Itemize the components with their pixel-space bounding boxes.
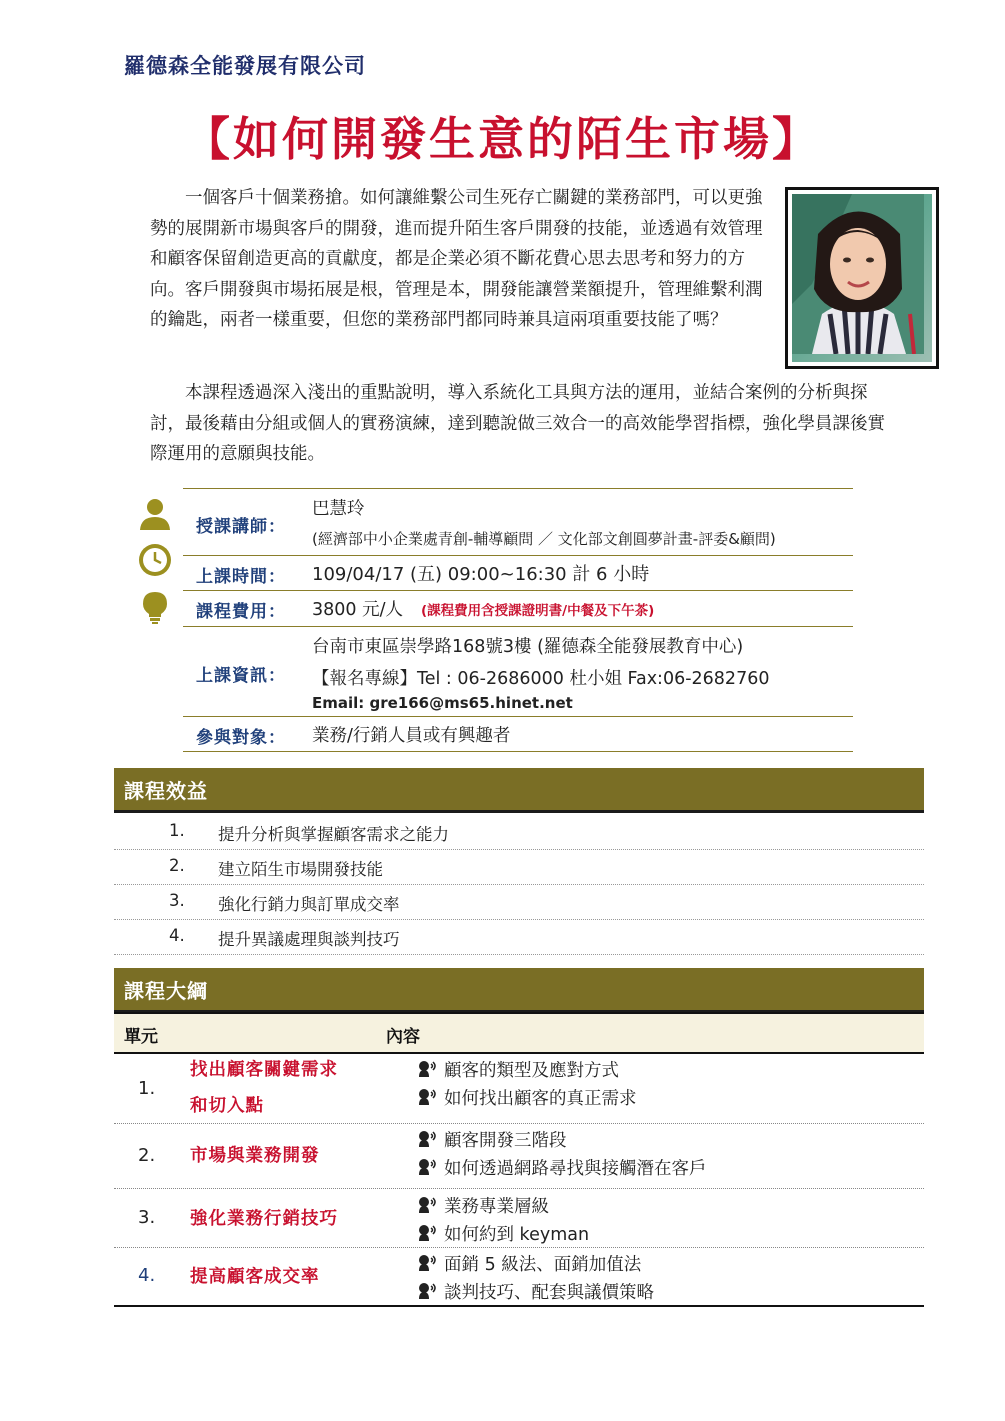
- info-divider: [183, 555, 853, 556]
- benefit-text: 提升分析與掌握顧客需求之能力: [218, 825, 449, 844]
- intro-paragraph-1: 一個客戶十個業務搶。如何讓維繫公司生死存亡關鍵的業務部門，可以更強勢的展開新市場與客戶的開發，進而提升陌生客戶開發的技能，並透過有效管理和顧客保留創造更高的貢獻度，都是企業必須不斷花費心思去思考和努力的方向。客戶開發與市場拓展是根，管理是本，開發能讓營業額提升，管理維繫利潤的鑰匙，兩者一樣重要，但您的業務部門都同時兼具這兩項重要技能了嗎？: [150, 188, 763, 330]
- person-icon: [137, 496, 173, 532]
- address-text: 台南市東區崇學路168號3樓 (羅德森全能發展教育中心): [312, 637, 744, 657]
- fee-label: 課程費用：: [196, 602, 286, 622]
- table-bottom-border: [114, 1305, 924, 1307]
- unit-name: 市場與業務開發: [190, 1146, 320, 1166]
- info-divider: [183, 488, 853, 489]
- unit-name-line2: 和切入點: [190, 1096, 264, 1116]
- unit-item: [418, 1085, 637, 1110]
- unit-item: [418, 1279, 654, 1304]
- unit-name: 強化業務行銷技巧: [190, 1209, 338, 1229]
- unit-item-text: 談判技巧、配套與議價策略: [444, 1283, 654, 1303]
- benefit-text: 建立陌生市場開發技能: [218, 860, 383, 879]
- unit-item-text: 業務專業層級: [444, 1197, 549, 1217]
- info-divider: [183, 590, 853, 591]
- unit-number: 1.: [138, 1078, 156, 1099]
- instructor-label: 授課講師：: [196, 517, 286, 537]
- instructor-photo: [785, 187, 939, 369]
- phone-text: 【報名專線】Tel : 06-2686000 杜小姐 Fax:06-2682760: [312, 669, 770, 689]
- info-divider: [183, 626, 853, 627]
- benefits-heading-bar: [114, 768, 924, 813]
- unit-item-text: 顧客開發三階段: [444, 1131, 567, 1151]
- table-row-divider: [114, 1247, 924, 1248]
- benefit-text: 提升異議處理與談判技巧: [218, 930, 400, 949]
- speaker-icon: [418, 1130, 438, 1148]
- company-name: 羅德森全能發展有限公司: [124, 54, 366, 78]
- unit-item: [418, 1221, 589, 1246]
- info-divider: [183, 751, 853, 752]
- speaker-icon: [418, 1224, 438, 1242]
- portrait-image: [792, 194, 924, 354]
- outline-heading-bar: [114, 968, 924, 1013]
- list-item: [114, 920, 924, 955]
- speaker-icon: [418, 1088, 438, 1106]
- speaker-icon: [418, 1060, 438, 1078]
- lightbulb-icon: [137, 589, 173, 625]
- benefit-text: 強化行銷力與訂單成交率: [218, 895, 400, 914]
- list-item: [114, 850, 924, 885]
- unit-name: 找出顧客關鍵需求: [190, 1060, 338, 1080]
- unit-item: [418, 1057, 619, 1082]
- unit-item-text: 面銷 5 級法、面銷加值法: [444, 1255, 642, 1275]
- speaker-icon: [418, 1158, 438, 1176]
- unit-item-text: 如何找出顧客的真正需求: [444, 1089, 637, 1109]
- instructor-titles: (經濟部中小企業處青創-輔導顧問 ／ 文化部文創圓夢計畫-評委&顧問): [312, 530, 776, 548]
- table-row-divider: [114, 1188, 924, 1189]
- benefit-number: 4.: [169, 926, 185, 945]
- outline-heading: 課程大綱: [124, 979, 208, 1003]
- unit-item-text: 如何約到 keyman: [444, 1225, 590, 1245]
- benefit-number: 3.: [169, 891, 185, 910]
- table-row-divider: [114, 1123, 924, 1124]
- unit-item-text: 如何透過網路尋找與接觸潛在客戶: [444, 1159, 707, 1179]
- benefit-number: 2.: [169, 856, 185, 875]
- speaker-icon: [418, 1254, 438, 1272]
- benefit-number: 1.: [169, 821, 185, 840]
- unit-number: 3.: [138, 1207, 156, 1228]
- column-header-unit: 單元: [124, 1027, 158, 1047]
- clock-icon: [137, 542, 173, 578]
- unit-number: 4.: [138, 1265, 156, 1286]
- fee-note: (課程費用含授課證明書/中餐及下午茶): [421, 603, 655, 619]
- contact-label: 上課資訊：: [196, 666, 286, 686]
- unit-item: [418, 1251, 641, 1276]
- intro-paragraph-2: 本課程透過深入淺出的重點說明，導入系統化工具與方法的運用，並結合案例的分析與探討，最後藉由分組或個人的實務演練，達到聽說做三效合一的高效能學習指標，強化學員課後實際運用的意願與技能。: [150, 383, 885, 464]
- speaker-icon: [418, 1196, 438, 1214]
- time-value: 109/04/17 (五) 09:00~16:30 計 6 小時: [312, 564, 650, 585]
- list-item: [114, 885, 924, 920]
- unit-item: [418, 1155, 707, 1180]
- audience-label: 參與對象：: [196, 728, 286, 748]
- column-header-content: 內容: [386, 1027, 420, 1047]
- benefits-heading: 課程效益: [124, 779, 208, 803]
- fee-value: 3800 元/人: [312, 600, 403, 620]
- list-item: [114, 815, 924, 850]
- time-label: 上課時間：: [196, 567, 286, 587]
- speaker-icon: [418, 1282, 438, 1300]
- unit-name: 提高顧客成交率: [190, 1267, 320, 1287]
- unit-item: [418, 1127, 567, 1152]
- unit-number: 2.: [138, 1145, 156, 1166]
- unit-item: [418, 1193, 549, 1218]
- email-text: Email: gre166@ms65.hinet.net: [312, 694, 573, 712]
- info-divider: [183, 716, 853, 717]
- instructor-name: 巴慧玲: [312, 499, 365, 519]
- audience-value: 業務/行銷人員或有興趣者: [312, 726, 511, 746]
- outline-table-header: [114, 1012, 924, 1054]
- unit-item-text: 顧客的類型及應對方式: [444, 1061, 619, 1081]
- page-title: 【如何開發生意的陌生市場】: [184, 112, 821, 166]
